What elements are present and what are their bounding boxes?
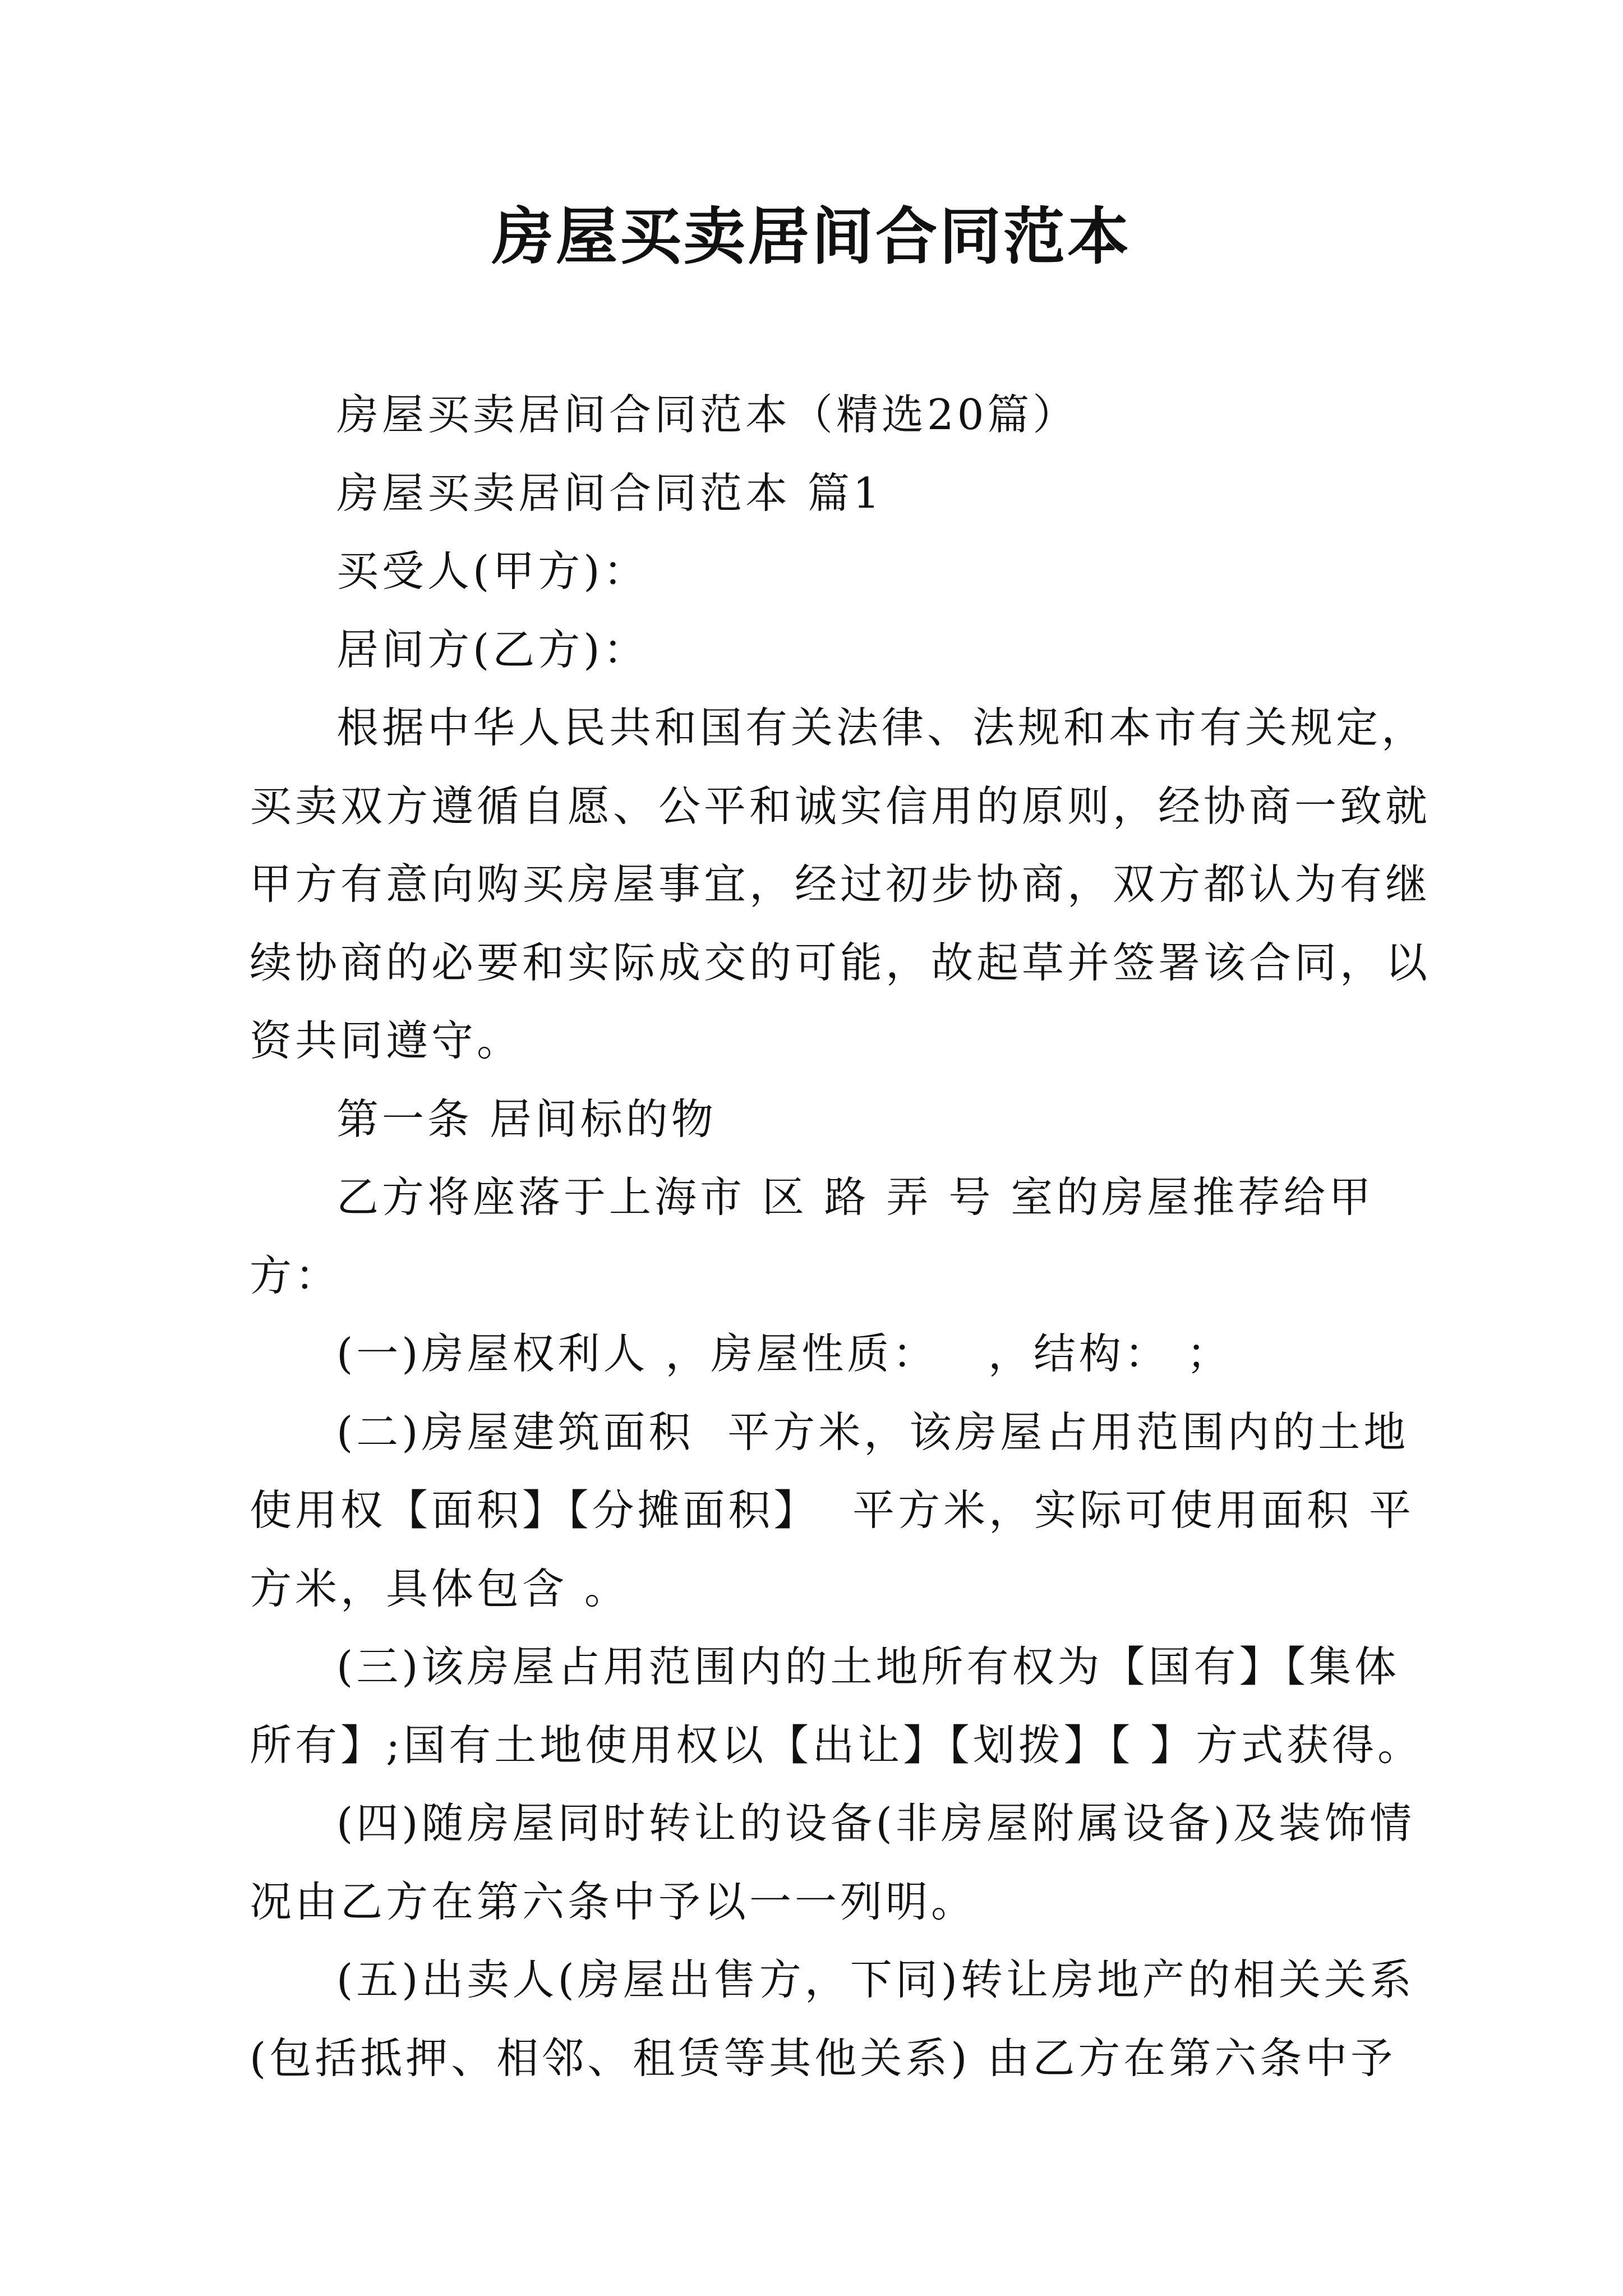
clause-line: (三)该房屋占用范围内的土地所有权为【国有】【集体 [336, 1642, 1400, 1691]
article-heading: 第一条 居间标的物 [336, 1094, 717, 1144]
paragraph-line: 根据中华人民共和国有关法律、法规和本市有关规定， [336, 703, 1427, 752]
paragraph-line: 甲方有意向购买房屋事宜，经过初步协商，双方都认为有继 [250, 859, 1431, 909]
paragraph-line: 方： [250, 1250, 341, 1300]
subtitle-line: 房屋买卖居间合同范本（精选20篇） [336, 390, 1078, 439]
clause-line: 所有】;国有土地使用权以【出让】【划拨】【 】方式获得。 [250, 1720, 1423, 1770]
party-b-line: 居间方(乙方)： [336, 624, 649, 674]
document-body [250, 376, 1431, 2097]
party-a-line: 买受人(甲方)： [336, 546, 649, 596]
clause-line: (包括抵押、相邻、租赁等其他关系) 由乙方在第六条中予 [250, 2033, 1396, 2083]
clause-line: (一)房屋权利人 ，房屋性质： ，结构： ； [336, 1329, 1232, 1378]
paragraph-line: 乙方将座落于上海市 区 路 弄 号 室的房屋推荐给甲 [336, 1172, 1375, 1222]
paragraph-line: 资共同遵守。 [250, 1016, 523, 1065]
clause-line: (二)房屋建筑面积 平方米，该房屋占用范围内的土地 [336, 1407, 1409, 1457]
clause-line: (四)随房屋同时转让的设备(非房屋附属设备)及装饰情 [336, 1798, 1415, 1848]
clause-line: 况由乙方在第六条中予以一一列明。 [250, 1876, 977, 1926]
clause-line: 使用权【面积】【分摊面积】 平方米，实际可使用面积 平 [250, 1485, 1415, 1535]
clause-line: 方米，具体包含 。 [250, 1563, 630, 1613]
paragraph-line: 买卖双方遵循自愿、公平和诚实信用的原则，经协商一致就 [250, 781, 1431, 831]
document-title: 房屋买卖居间合同范本 [492, 200, 1131, 273]
paragraph-line: 续协商的必要和实际成交的可能，故起草并签署该合同，以 [250, 937, 1431, 987]
clause-line: (五)出卖人(房屋出售方，下同)转让房地产的相关关系 [336, 1955, 1415, 2004]
section-heading: 房屋买卖居间合同范本 篇1 [336, 468, 883, 518]
